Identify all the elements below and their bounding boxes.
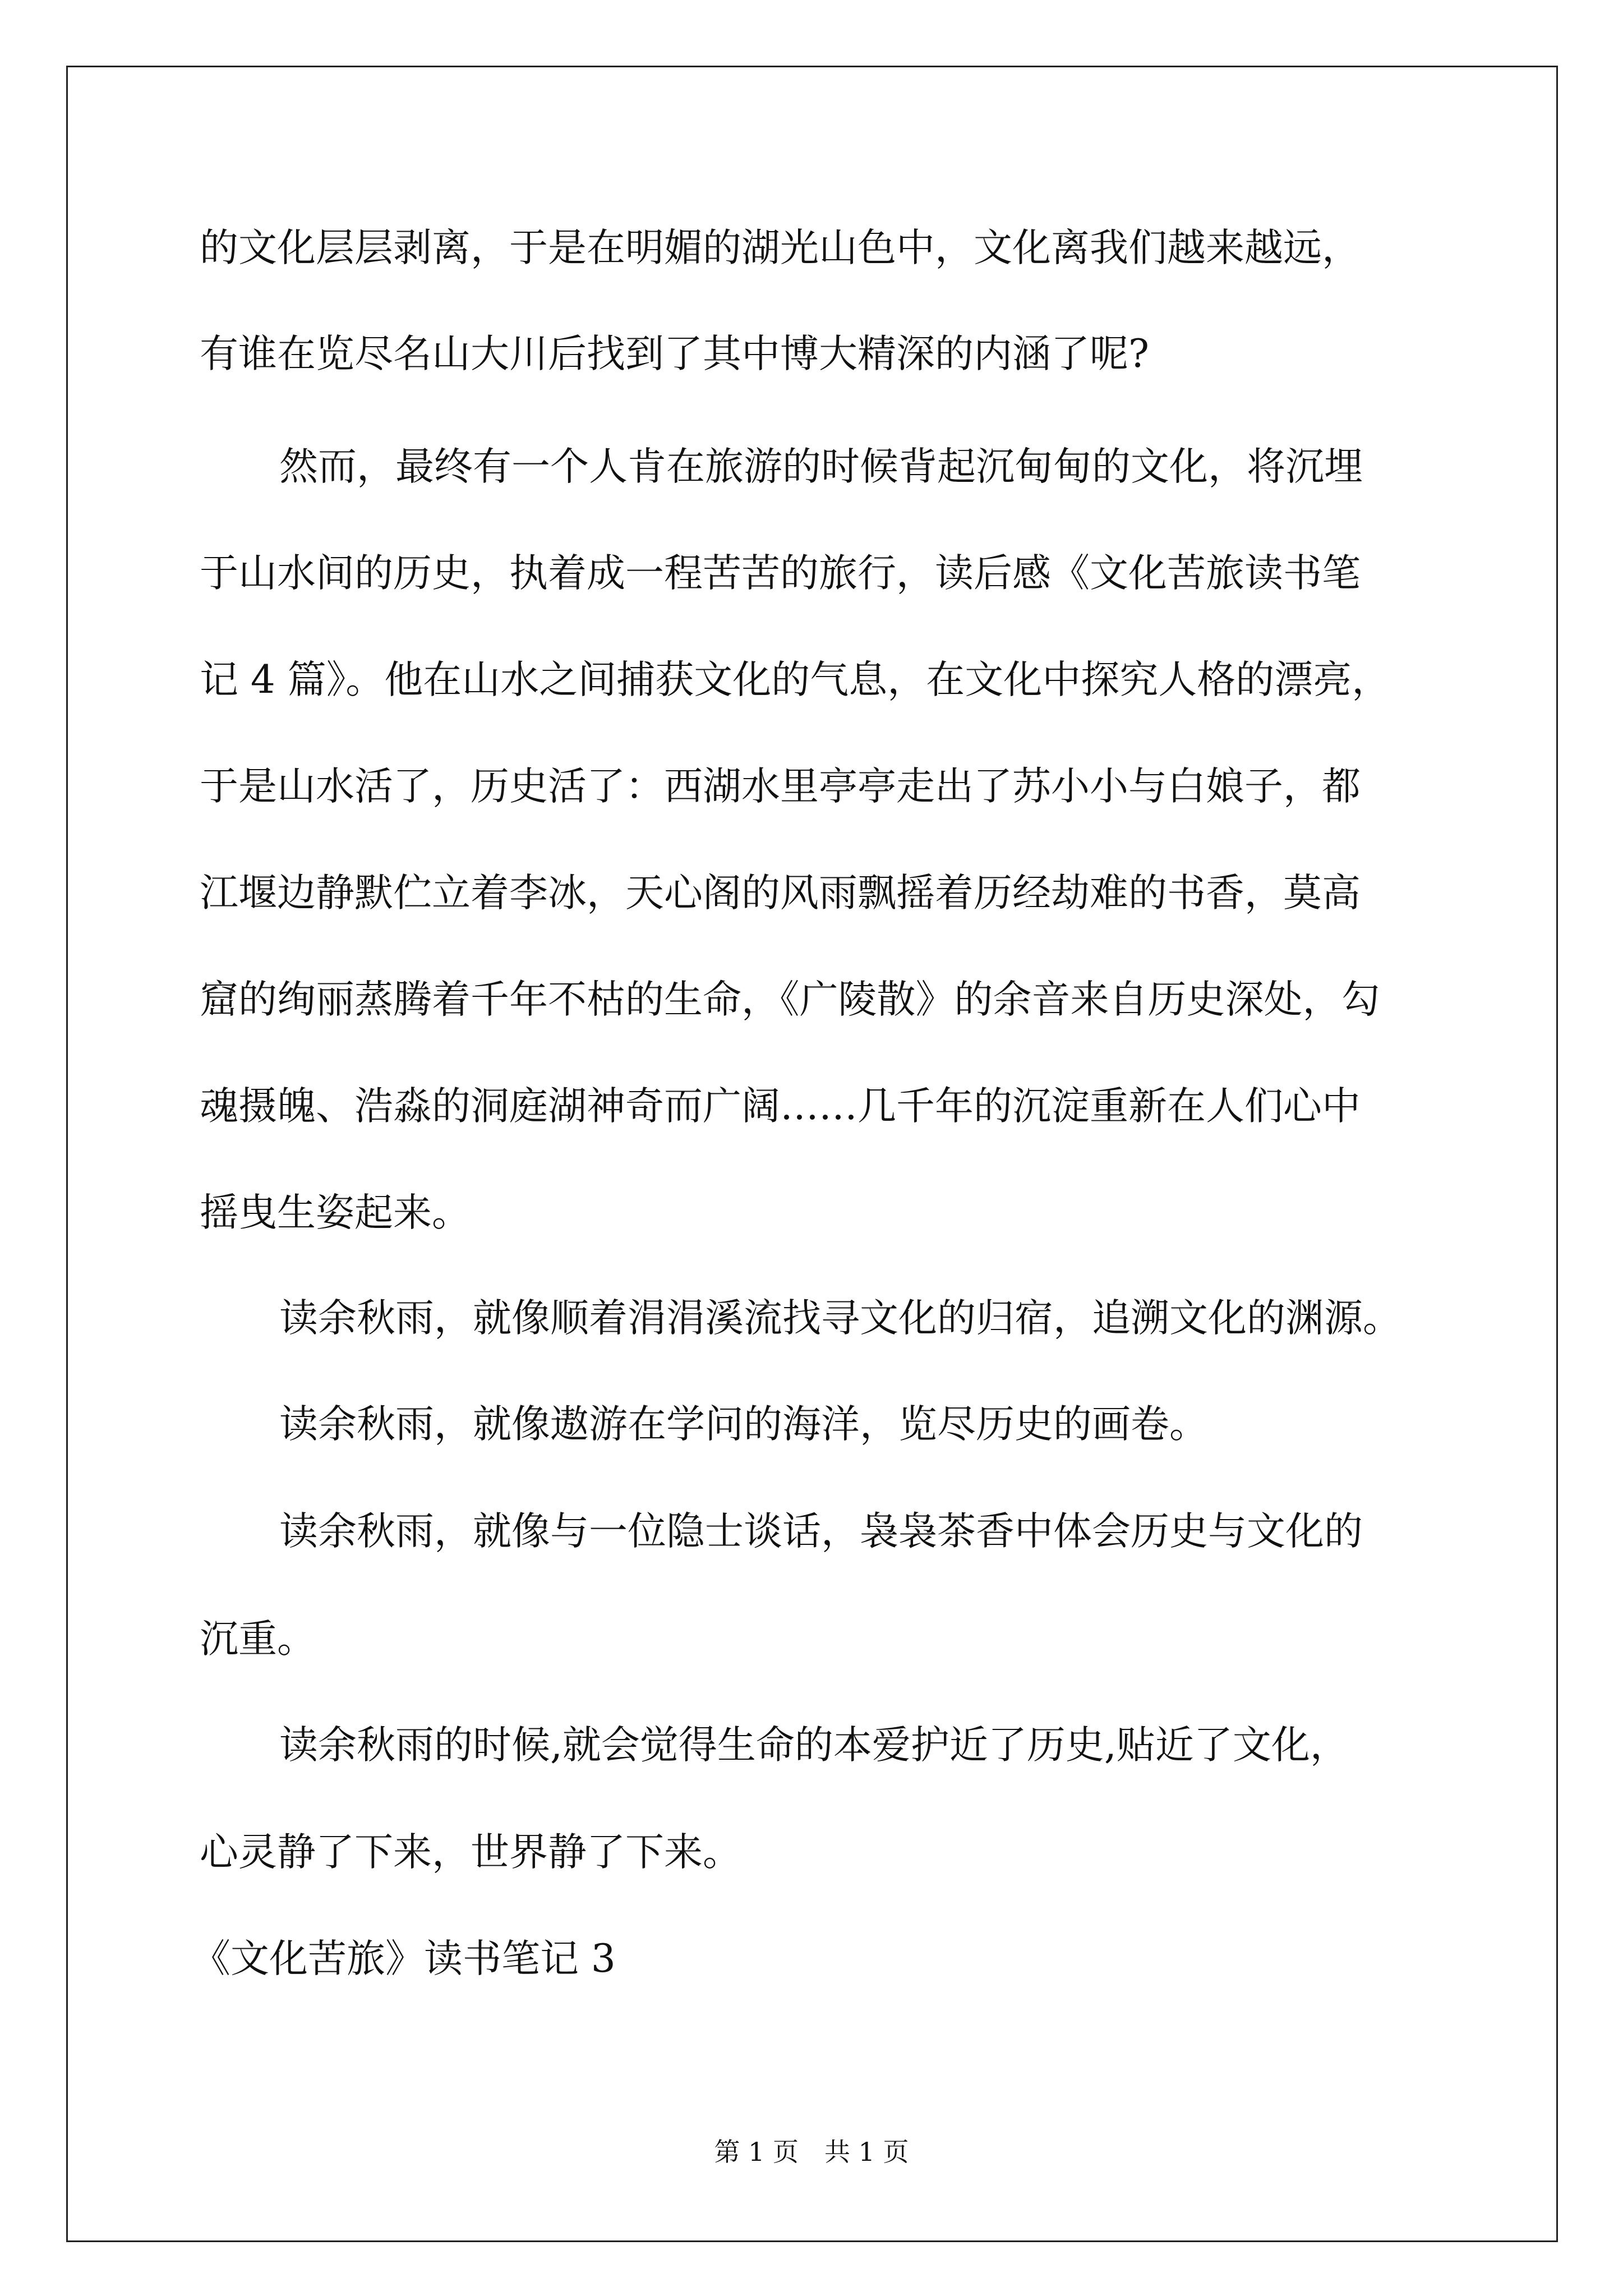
paragraph-line: 读余秋雨，就像遨游在学问的海洋，览尽历史的画卷。 bbox=[279, 1402, 1208, 1447]
paragraph-line: 魂摄魄、浩淼的洞庭湖神奇而广阔……几千年的沉淀重新在人们心中 bbox=[200, 1084, 1361, 1129]
paragraph-line: 江堰边静默伫立着李冰，天心阁的风雨飘摇着历经劫难的书香，莫高 bbox=[200, 871, 1361, 915]
paragraph-line: 记 4 篇》。他在山水之间捕获文化的气息，在文化中探究人格的漂亮， bbox=[200, 657, 1391, 702]
paragraph-line: 沉重。 bbox=[200, 1617, 316, 1662]
paragraph-line: 窟的绚丽蒸腾着千年不枯的生命，《广陵散》的余音来自历史深处，勾 bbox=[200, 977, 1380, 1022]
paragraph-line: 心灵静了下来，世界静了下来。 bbox=[200, 1830, 741, 1875]
section-heading: 《文化苦旅》读书笔记 3 bbox=[192, 1936, 616, 1981]
paragraph-line: 于是山水活了，历史活了：西湖水里亭亭走出了苏小小与白娘子，都 bbox=[200, 764, 1361, 809]
paragraph-line: 于山水间的历史，执着成一程苦苦的旅行，读后感《文化苦旅读书笔 bbox=[200, 551, 1361, 596]
page-footer: 第 1 页 共 1 页 bbox=[714, 2137, 909, 2167]
paragraph-line: 摇曳生姿起来。 bbox=[200, 1190, 471, 1235]
paragraph-line: 读余秋雨，就像与一位隐士谈话，袅袅茶香中体会历史与文化的 bbox=[279, 1509, 1363, 1554]
paragraph-line: 读余秋雨的时候,就会觉得生命的本爱护近了历史,贴近了文化， bbox=[279, 1723, 1349, 1768]
paragraph-line: 有谁在览尽名山大川后找到了其中博大精深的内涵了呢? bbox=[200, 332, 1149, 376]
paragraph-line: 然而，最终有一个人肯在旅游的时候背起沉甸甸的文化，将沉埋 bbox=[279, 444, 1363, 489]
paragraph-line: 的文化层层剥离，于是在明媚的湖光山色中，文化离我们越来越远， bbox=[200, 226, 1361, 270]
page-border bbox=[66, 66, 1558, 2242]
paragraph-line: 读余秋雨，就像顺着涓涓溪流找寻文化的归宿，追溯文化的渊源。 bbox=[279, 1296, 1401, 1341]
